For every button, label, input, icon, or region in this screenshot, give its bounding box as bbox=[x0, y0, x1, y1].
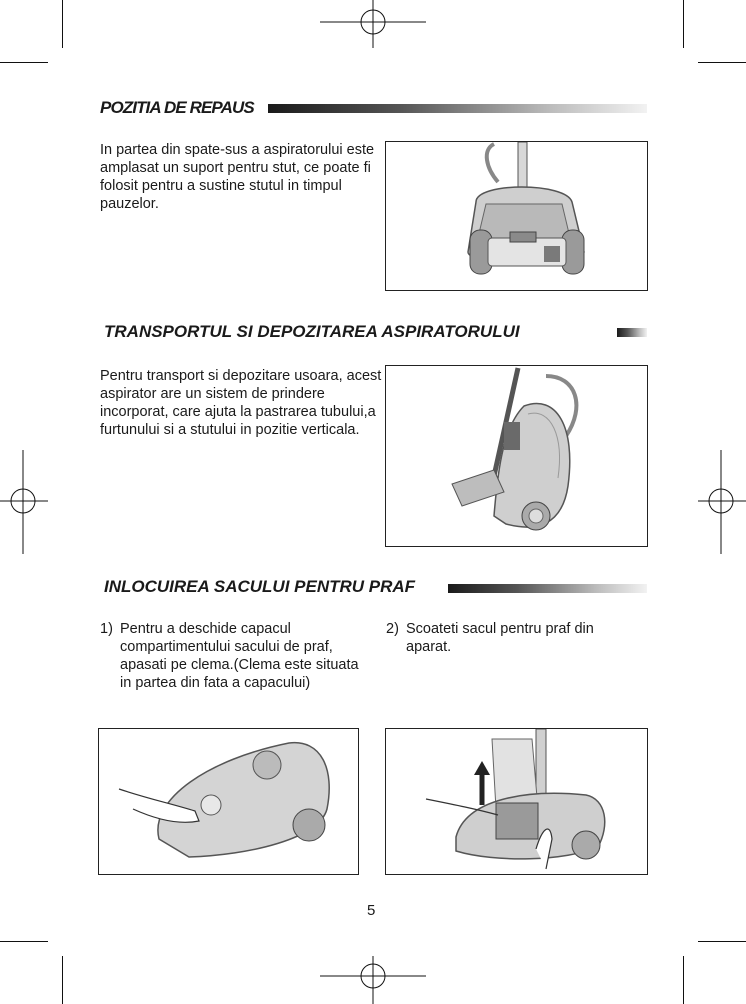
remove-bag-illustration bbox=[385, 728, 648, 875]
title-gradient-bar bbox=[617, 328, 647, 337]
step-number: 1) bbox=[100, 621, 113, 637]
crop-mark bbox=[0, 62, 48, 63]
step-number: 2) bbox=[386, 621, 399, 637]
crop-mark bbox=[683, 0, 684, 48]
title-gradient-bar bbox=[448, 584, 647, 593]
registration-target-top bbox=[320, 0, 426, 48]
rest-position-illustration bbox=[385, 141, 648, 291]
step-text: Pentru a deschide capacul compartimentului sacului de praf, apasati pe clema.(Clema este situata in partea din fata a capacului) bbox=[120, 621, 359, 691]
open-cover-illustration bbox=[98, 728, 359, 875]
section-title: INLOCUIREA SACULUI PENTRU PRAF bbox=[104, 577, 416, 596]
step-item bbox=[100, 620, 375, 720]
step-text: Scoateti sacul pentru praf din aparat. bbox=[406, 621, 594, 655]
registration-target-right bbox=[698, 450, 746, 554]
crop-mark bbox=[698, 941, 746, 942]
crop-mark bbox=[683, 956, 684, 1004]
crop-mark bbox=[698, 62, 746, 63]
registration-target-left bbox=[0, 450, 48, 554]
section-text: In partea din spate-sus a aspiratorului este amplasat un suport pentru stut, ce poate fi folosit pentru a sustine stutul in timpul pauzelor. bbox=[100, 142, 375, 212]
registration-target-bottom bbox=[320, 956, 426, 1004]
section-text: Pentru transport si depozitare usoara, acest aspirator are un sistem de prindere incorporat, care ajuta la pastrarea tubului,a furtunului si a stutului in pozitie verticala. bbox=[100, 368, 382, 438]
crop-mark bbox=[62, 956, 63, 1004]
section-title: POZITIA DE REPAUS bbox=[100, 98, 254, 117]
step-item bbox=[386, 620, 646, 660]
title-gradient-bar bbox=[268, 104, 647, 113]
crop-mark bbox=[62, 0, 63, 48]
page-number: 5 bbox=[367, 902, 376, 919]
transport-storage-illustration bbox=[385, 365, 648, 547]
crop-mark bbox=[0, 941, 48, 942]
section-title: TRANSPORTUL SI DEPOZITAREA ASPIRATORULUI bbox=[104, 322, 520, 341]
